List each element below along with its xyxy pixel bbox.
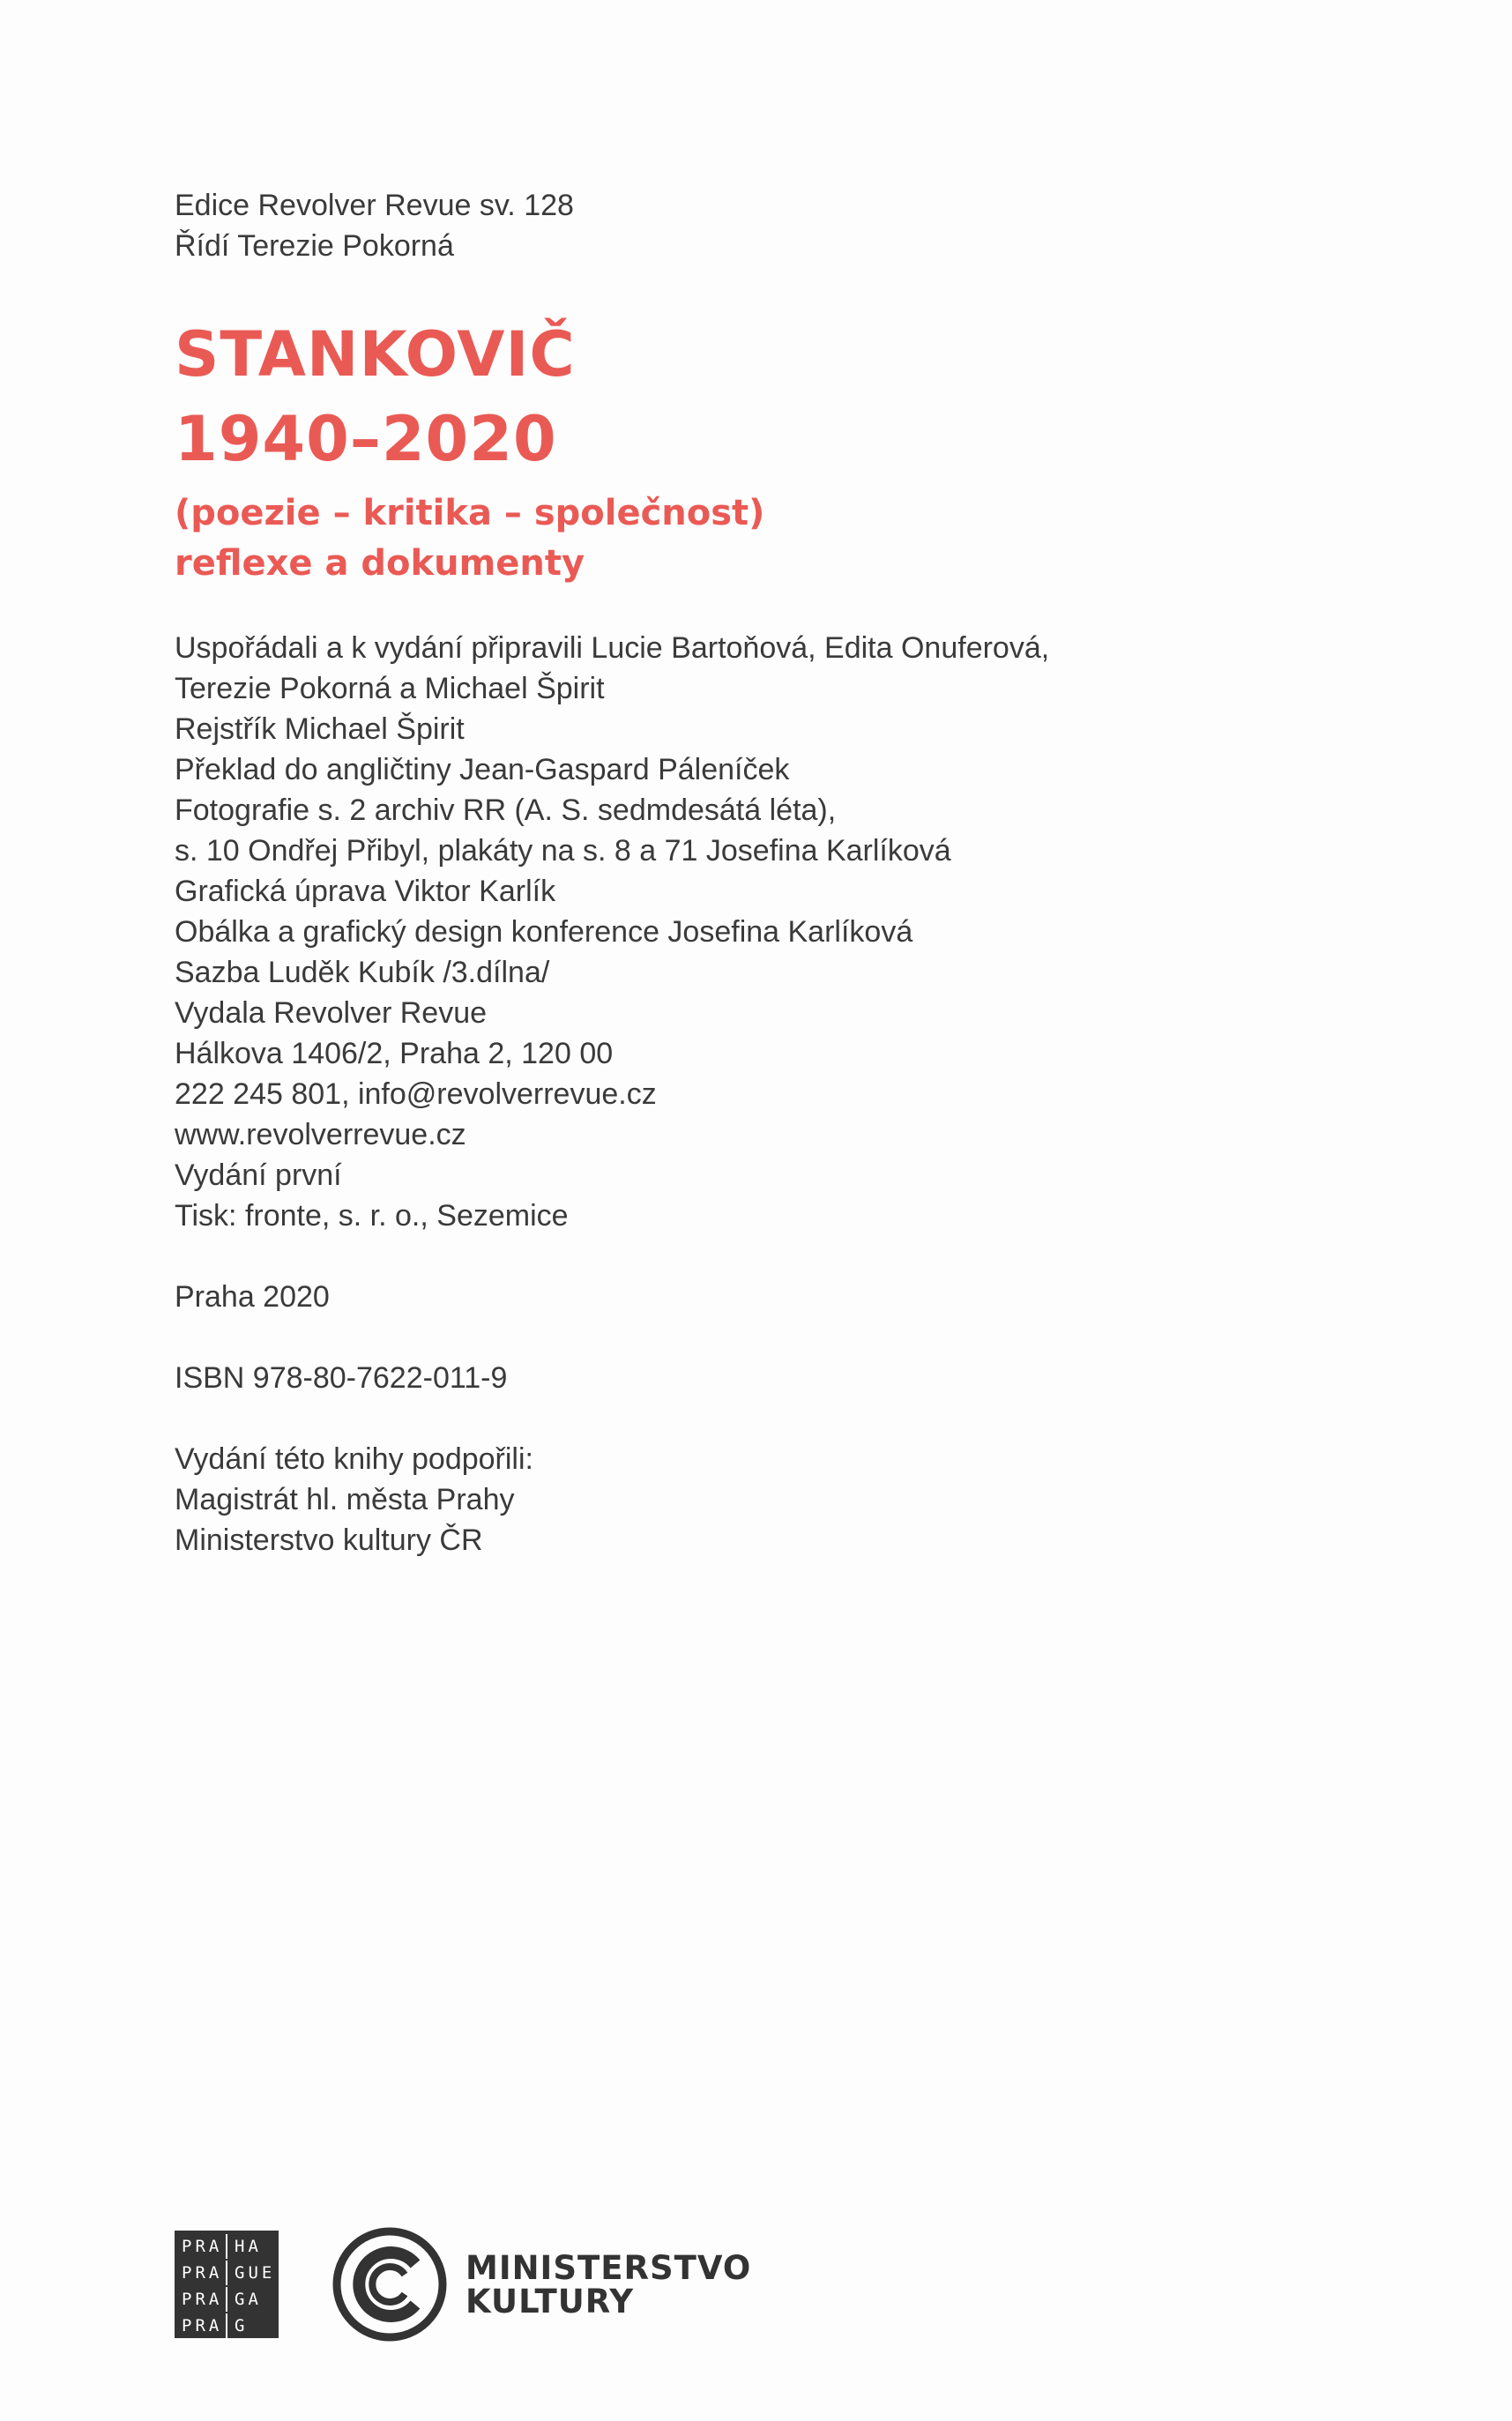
praha-logo-text: G <box>235 2316 249 2335</box>
praha-logo-text: PRA <box>178 2261 227 2285</box>
credit-line: Obálka a grafický design konference Josefina Karlíková <box>175 915 913 949</box>
credit-line: Terezie Pokorná a Michael Špirit <box>175 672 605 705</box>
credit-line: Grafická úprava Viktor Karlík <box>175 875 556 908</box>
print-line: Tisk: fronte, s. r. o., Sezemice <box>175 1199 569 1233</box>
series-editor: Řídí Terezie Pokorná <box>175 229 454 263</box>
publisher-line: Vydala Revolver Revue <box>175 996 488 1030</box>
series-line: Edice Revolver Revue sv. 128 <box>175 189 574 222</box>
isbn: ISBN 978-80-7622-011-9 <box>175 1361 508 1395</box>
credit-line: Uspořádali a k vydání připravili Lucie Bartoňová, Edita Onuferová, <box>175 631 1050 665</box>
ministerstvo-line-1: MINISTERSTVO <box>466 2249 752 2287</box>
c-circle-icon <box>331 2225 449 2343</box>
book-title <box>175 312 1321 481</box>
ministerstvo-line-2: KULTURY <box>466 2283 635 2320</box>
credit-line: Rejstřík Michael Špirit <box>175 712 465 746</box>
credit-line: Fotografie s. 2 archiv RR (A. S. sedmdesátá léta), <box>175 793 837 827</box>
praha-logo-text: PRA <box>178 2234 227 2259</box>
address-line: Hálkova 1406/2, Praha 2, 120 00 <box>175 1037 614 1070</box>
praha-logo-text: PRA <box>178 2313 227 2338</box>
praha-logo-text: GA <box>235 2290 262 2309</box>
supporter: Magistrát hl. města Prahy <box>175 1483 515 1516</box>
ministerstvo-logo-text <box>466 2249 752 2320</box>
praha-logo-text: PRA <box>178 2287 227 2312</box>
credits <box>175 628 1321 1236</box>
praha-logo <box>175 2231 279 2338</box>
credit-line: Překlad do angličtiny Jean-Gaspard Páleníček <box>175 753 790 786</box>
credit-line: s. 10 Ondřej Přibyl, plakáty na s. 8 a 71 Josefina Karlíková <box>175 834 951 868</box>
isbn-block <box>175 1358 1321 1398</box>
place-year-block <box>175 1277 1321 1317</box>
title-years: 1940–2020 <box>175 403 557 475</box>
sponsor-logos <box>175 2231 968 2345</box>
place-year: Praha 2020 <box>175 1280 330 1314</box>
praha-logo-text: HA <box>235 2237 262 2256</box>
support-block <box>175 1439 1321 1561</box>
subtitle-line-1: (poezie – kritika – společnost) <box>175 493 765 533</box>
title-name: STANKOVIČ <box>175 318 576 391</box>
credit-line: Sazba Luděk Kubík /3.dílna/ <box>175 956 550 989</box>
support-heading: Vydání této knihy podpořili: <box>175 1442 533 1476</box>
book-subtitle <box>175 488 1321 589</box>
colophon-content <box>175 185 1321 1561</box>
website-line: www.revolverrevue.cz <box>175 1118 466 1151</box>
praha-logo-text: GUE <box>235 2263 276 2283</box>
supporter: Ministerstvo kultury ČR <box>175 1523 483 1557</box>
contact-line: 222 245 801, info@revolverrevue.cz <box>175 1077 657 1111</box>
edition-line: Vydání první <box>175 1158 342 1192</box>
subtitle-line-2: reflexe a dokumenty <box>175 543 585 584</box>
series-info <box>175 185 1321 266</box>
